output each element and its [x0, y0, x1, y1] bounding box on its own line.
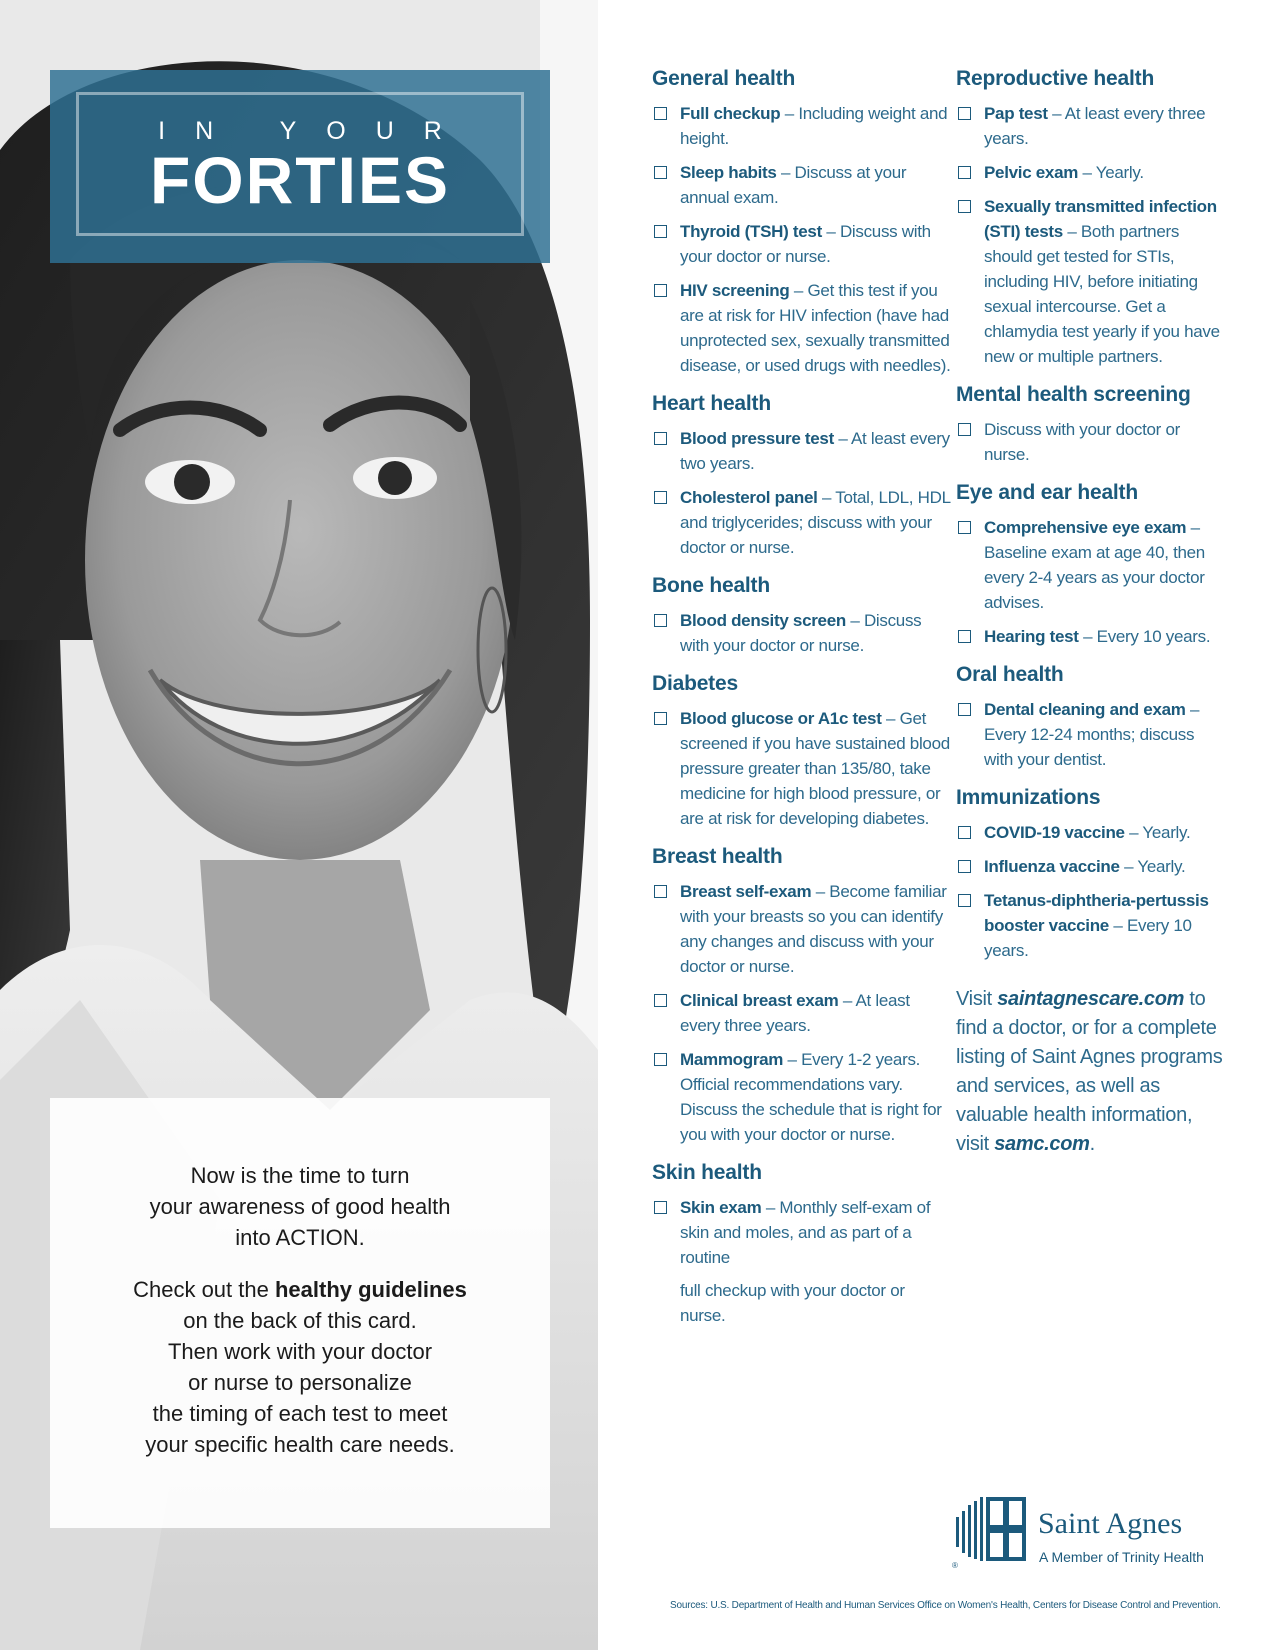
photo-panel	[0, 0, 598, 1650]
checklist-item	[956, 624, 1226, 649]
item-name: Hearing test	[984, 627, 1079, 646]
checkbox-icon[interactable]	[654, 225, 667, 238]
section	[956, 662, 1226, 772]
message-line: your awareness of good health	[149, 1194, 451, 1219]
message-line: Now is the time to turn	[190, 1163, 410, 1188]
checkbox-icon[interactable]	[958, 521, 971, 534]
visit-text: to find a doctor, or for a complete listing of Saint Agnes programs and services, as well as valuable health information, visit	[956, 988, 1223, 1155]
checklist-item	[956, 101, 1226, 151]
section-heading: Oral health	[956, 663, 1064, 686]
item-description: Discuss with your doctor or nurse.	[984, 420, 1180, 464]
checklist-item	[652, 1195, 952, 1328]
item-description: – At least every three years.	[984, 104, 1206, 148]
section	[956, 480, 1226, 649]
item-name: Comprehensive eye exam	[984, 518, 1187, 537]
section	[652, 844, 952, 1147]
checkbox-icon[interactable]	[958, 107, 971, 120]
section	[652, 671, 952, 831]
item-name: Tetanus-diphtheria-pertussis booster vaccine	[984, 891, 1209, 935]
item-description: – Both partners should get tested for STIs, including HIV, before initiating sexual intercourse. Get a chlamydia test yearly if you have new or multiple partners.	[984, 222, 1220, 366]
message-line: or nurse to personalize	[188, 1370, 412, 1395]
checkbox-icon[interactable]	[958, 703, 971, 716]
item-description: – Every 10 years.	[984, 916, 1192, 960]
checklist-item	[652, 988, 952, 1038]
checkbox-icon[interactable]	[654, 614, 667, 627]
item-name: Blood pressure test	[680, 429, 834, 448]
item-name: Pelvic exam	[984, 163, 1079, 182]
item-description: – At least every three years.	[680, 991, 910, 1035]
action-message-box	[50, 1098, 550, 1528]
checkbox-icon[interactable]	[654, 284, 667, 297]
item-description: – Yearly.	[1078, 163, 1144, 182]
item-name: Blood density screen	[680, 611, 846, 630]
item-description: – Including weight and height.	[680, 104, 948, 148]
item-description-continued: full checkup with your doctor or nurse.	[680, 1281, 905, 1325]
checklist-item	[956, 160, 1226, 185]
checklist-item	[956, 888, 1226, 963]
logo-name: Saint Agnes	[1038, 1507, 1183, 1540]
item-name: COVID-19 vaccine	[984, 823, 1125, 842]
item-name: Blood glucose or A1c test	[680, 709, 882, 728]
item-description: – Get this test if you are at risk for HIV infection (have had unprotected sex, sexually transmitted disease, or used drugs with needles).	[680, 281, 951, 375]
section-heading: General health	[652, 67, 796, 90]
checklist-item	[652, 1047, 952, 1147]
section-heading: Eye and ear health	[956, 481, 1138, 504]
samc-link[interactable]: samc.com	[994, 1133, 1090, 1155]
checkbox-icon[interactable]	[958, 630, 971, 643]
item-name: Pap test	[984, 104, 1048, 123]
visit-text: Visit	[956, 988, 998, 1010]
checklist-item	[652, 219, 952, 269]
section-heading: Heart health	[652, 392, 771, 415]
checklist-item	[652, 485, 952, 560]
checkbox-icon[interactable]	[654, 166, 667, 179]
item-name: Cholesterol panel	[680, 488, 818, 507]
checklist-item	[956, 194, 1226, 369]
section	[956, 382, 1226, 467]
checklist-item	[652, 706, 952, 831]
item-name: Breast self-exam	[680, 882, 812, 901]
message-prefix: Check out the	[133, 1277, 275, 1302]
checklist-item	[956, 697, 1226, 772]
checklist-item	[652, 879, 952, 979]
checkbox-icon[interactable]	[958, 423, 971, 436]
message-line: Then work with your doctor	[167, 1339, 433, 1364]
item-name: Clinical breast exam	[680, 991, 839, 1010]
item-description: – Discuss at your annual exam.	[680, 163, 907, 207]
section-heading: Diabetes	[652, 672, 738, 695]
message-line: the timing of each test to meet	[152, 1401, 448, 1426]
item-description: – Yearly.	[1124, 823, 1191, 842]
checkbox-icon[interactable]	[654, 712, 667, 725]
logo-tagline: A Member of Trinity Health	[1039, 1549, 1204, 1565]
item-description: – Every 12-24 months; discuss with your dentist.	[984, 700, 1200, 769]
title-forties: FORTIES	[149, 143, 450, 217]
item-name: Mammogram	[680, 1050, 784, 1069]
message-line: on the back of this card.	[183, 1308, 417, 1333]
section	[652, 573, 952, 658]
checkbox-icon[interactable]	[654, 432, 667, 445]
checklist-item	[956, 820, 1226, 845]
item-description: – Baseline exam at age 40, then every 2-4 years as your doctor advises.	[984, 518, 1205, 612]
item-name: Sexually transmitted infection (STI) tests	[984, 197, 1217, 241]
item-description: – Total, LDL, HDL and triglycerides; discuss with your doctor or nurse.	[680, 488, 951, 557]
item-description: – Discuss with your doctor or nurse.	[680, 611, 922, 655]
item-description: – At least every two years.	[680, 429, 950, 473]
visit-website-note	[956, 985, 1226, 1159]
checkbox-icon[interactable]	[958, 166, 971, 179]
item-description: – Every 10 years.	[1078, 627, 1211, 646]
item-description: – Discuss with your doctor or nurse.	[680, 222, 931, 266]
item-name: Dental cleaning and exam	[984, 700, 1186, 719]
checkbox-icon[interactable]	[958, 860, 971, 873]
checkbox-icon[interactable]	[958, 826, 971, 839]
checkbox-icon[interactable]	[654, 491, 667, 504]
saintagnescare-link[interactable]: saintagnescare.com	[997, 988, 1185, 1010]
checklist-item	[956, 854, 1226, 879]
section-heading: Skin health	[652, 1161, 762, 1184]
checklist-item	[956, 417, 1226, 467]
visit-text: .	[1089, 1133, 1095, 1155]
item-description: – Get screened if you have sustained blood pressure greater than 135/80, take medicine for high blood pressure, or are at risk for developing diabetes.	[680, 709, 950, 828]
section-heading: Bone health	[652, 574, 770, 597]
checkbox-icon[interactable]	[654, 994, 667, 1007]
section	[956, 785, 1226, 963]
item-name: Influenza vaccine	[984, 857, 1120, 876]
section	[652, 1160, 952, 1328]
checklist-item	[956, 515, 1226, 615]
item-name: Thyroid (TSH) test	[680, 222, 822, 241]
checkbox-icon[interactable]	[958, 894, 971, 907]
message-line: into ACTION.	[235, 1225, 365, 1250]
saint-agnes-logo	[952, 1493, 1226, 1573]
message-paragraph-1	[70, 1160, 530, 1253]
guidelines-column-left	[652, 66, 952, 1341]
checkbox-icon[interactable]	[958, 200, 971, 213]
item-description: – Become familiar with your breasts so you can identify any changes and discuss with your doctor or nurse.	[680, 882, 947, 976]
item-name: HIV screening	[680, 281, 790, 300]
guidelines-column-right	[956, 66, 1226, 1159]
checklist-item	[652, 101, 952, 151]
item-name: Full checkup	[680, 104, 781, 123]
message-paragraph-2	[70, 1274, 530, 1460]
item-description: – Yearly.	[1119, 857, 1186, 876]
section-heading: Mental health screening	[956, 383, 1191, 406]
checkbox-icon[interactable]	[654, 1053, 667, 1066]
section-heading: Immunizations	[956, 786, 1101, 809]
checkbox-icon[interactable]	[654, 885, 667, 898]
title-in-your: IN YOUR	[158, 117, 472, 145]
section	[652, 66, 952, 378]
checkbox-icon[interactable]	[654, 107, 667, 120]
item-name: Skin exam	[680, 1198, 762, 1217]
message-line	[70, 1274, 530, 1305]
section	[652, 391, 952, 560]
checkbox-icon[interactable]	[654, 1201, 667, 1214]
item-description: – Every 1-2 years. Official recommendations vary. Discuss the schedule that is right for you with your doctor or nurse.	[680, 1050, 942, 1144]
sources-footnote: Sources: U.S. Department of Health and Human Services Office on Women's Health, Centers for Disease Control and Prevention.	[670, 1600, 1221, 1611]
section-heading: Breast health	[652, 845, 783, 868]
checklist-item	[652, 160, 952, 210]
item-description: – Monthly self-exam of skin and moles, and as part of a routine	[680, 1198, 931, 1267]
checklist-item	[652, 426, 952, 476]
section	[956, 66, 1226, 369]
section-heading: Reproductive health	[956, 67, 1155, 90]
message-line: your specific health care needs.	[145, 1432, 455, 1457]
message-bold-guidelines: healthy guidelines	[274, 1277, 467, 1302]
registered-mark: ®	[952, 1561, 958, 1570]
checklist-item	[652, 608, 952, 658]
item-name: Sleep habits	[680, 163, 777, 182]
logo-cross-mark-icon	[956, 1497, 1028, 1561]
checklist-item	[652, 278, 952, 378]
